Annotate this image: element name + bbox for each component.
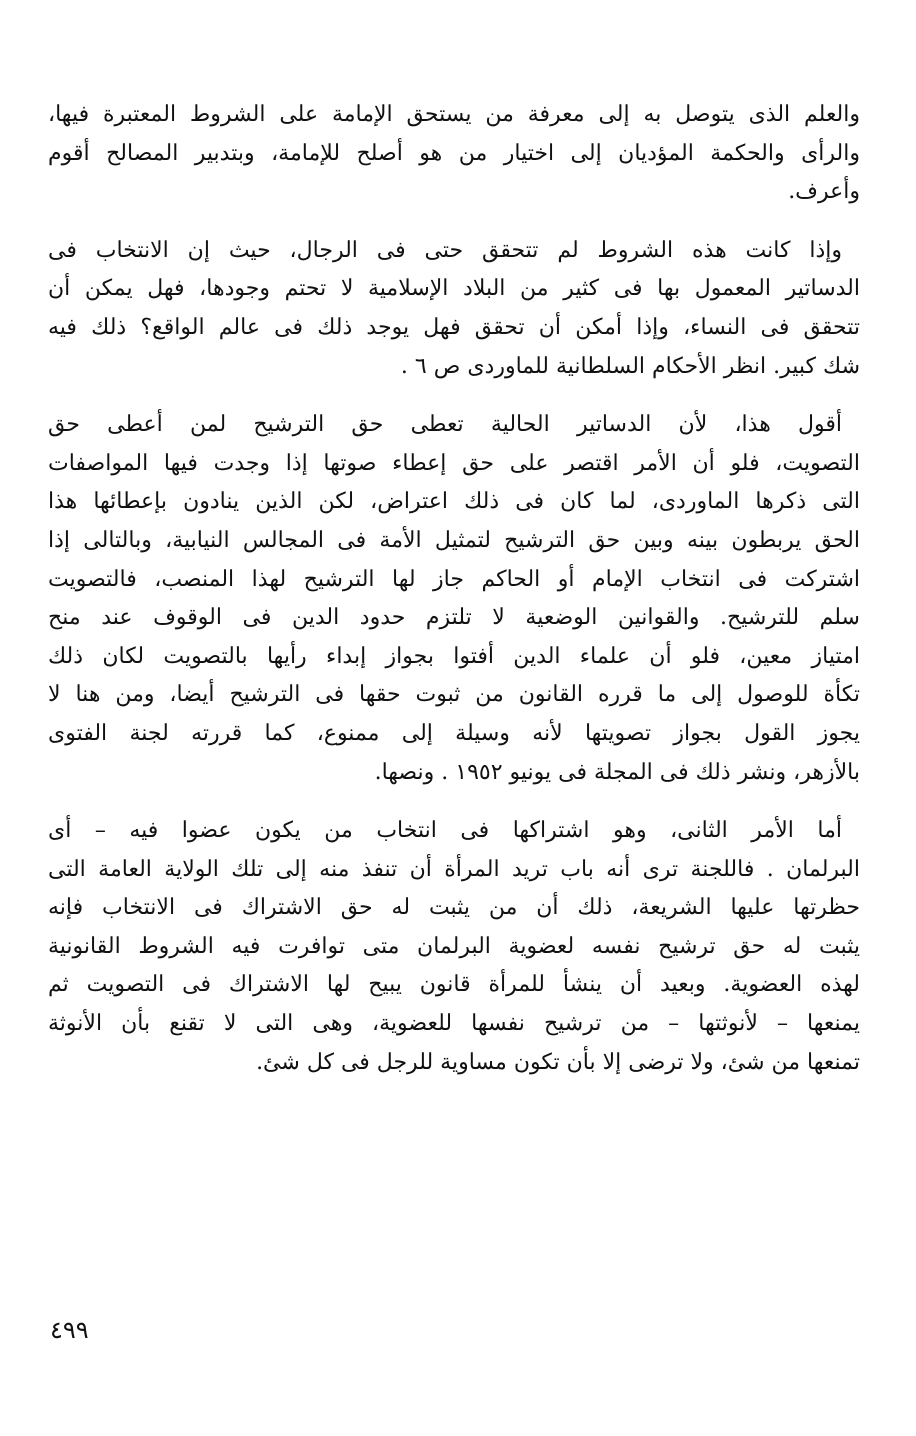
paragraph (48, 96, 860, 212)
text-line: أقول هذا، لأن الدساتير الحالية تعطى حق الترشيح لمن أعطى حق (48, 412, 842, 438)
text-line: امتياز معين، فلو أن علماء الدين أفتوا بجواز إبداء رأيها بالتصويت لكان ذلك (48, 643, 860, 669)
text-line: وإذا كانت هذه الشروط لم تتحقق حتى فى الرجال، حيث إن الانتخاب فى (48, 237, 842, 263)
text-line: التصويت، فلو أن الأمر اقتصر على حق إعطاء صوتها إذا وجدت فيها المواصفات (48, 450, 860, 476)
text-line: لهذه العضوية. وبعيد أن ينشأ للمرأة قانون يبيح لها الاشتراك فى التصويت ثم (48, 972, 860, 998)
text-line: بالأزهر، ونشر ذلك فى المجلة فى يونيو ١٩٥٢ . ونصها. (374, 759, 860, 785)
paragraph (48, 406, 860, 792)
text-line: الحق يربطون بينه وبين حق الترشيح لتمثيل الأمة فى المجالس النيابية، وبالتالى إذا (48, 527, 860, 553)
text-line: حظرتها عليها الشريعة، ذلك أن من يثبت له حق الاشتراك فى الانتخاب فإنه (48, 895, 860, 921)
text-line: شك كبير. انظر الأحكام السلطانية للماوردى ص ٦ . (400, 353, 860, 379)
text-line: والرأى والحكمة المؤديان إلى اختيار من هو أصلح للإمامة، وبتدبير المصالح أقوم (48, 140, 860, 166)
text-line: تتحقق فى النساء، وإذا أمكن أن تحقق فهل يوجد ذلك فى عالم الواقع؟ ذلك فيه (48, 314, 860, 340)
text-line: والعلم الذى يتوصل به إلى معرفة من يستحق الإمامة على الشروط المعتبرة فيها، (48, 102, 860, 127)
text-line: اشتركت فى انتخاب الإمام أو الحاكم جاز لها الترشيح لهذا المنصب، فالتصويت (48, 566, 860, 592)
text-line: تمنعها من شئ، ولا ترضى إلا بأن تكون مساوية للرجل فى كل شئ. (256, 1049, 860, 1075)
body-text (48, 96, 860, 1102)
paragraph (48, 812, 860, 1082)
text-line: يمنعها – لأنوثتها – من ترشيح نفسها للعضوية، وهى التى لا تقنع بأن الأنوثة (48, 1011, 860, 1037)
text-line: سلم للترشيح. والقوانين الوضعية لا تلتزم حدود الدين فى الوقوف عند منح (48, 605, 860, 631)
page-number: ٤٩٩ (50, 1316, 89, 1344)
text-line: أما الأمر الثانى، وهو اشتراكها فى انتخاب من يكون عضوا فيه – أى (48, 818, 842, 844)
text-line: البرلمان . فاللجنة ترى أنه باب تريد المرأة أن تنفذ منه إلى تلك الولاية العامة التى (48, 856, 860, 882)
text-line: وأعرف. (788, 179, 860, 205)
text-line: يجوز القول بجواز تصويتها لأنه وسيلة إلى ممنوع، كما قررته لجنة الفتوى (48, 720, 860, 746)
text-line: التى ذكرها الماوردى، لما كان فى ذلك اعتراض، لكن الذين ينادون بإعطائها هذا (48, 489, 860, 515)
text-line: تكأة للوصول إلى ما قرره القانون من ثبوت حقها فى الترشيح أيضا، ومن هنا لا (48, 682, 860, 708)
text-line: الدساتير المعمول بها فى كثير من البلاد الإسلامية لا تحتم وجودها، فهل يمكن أن (48, 276, 860, 302)
paragraph (48, 232, 860, 386)
text-line: يثبت له حق ترشيح نفسه لعضوية البرلمان متى توافرت فيه الشروط القانونية (48, 933, 860, 959)
